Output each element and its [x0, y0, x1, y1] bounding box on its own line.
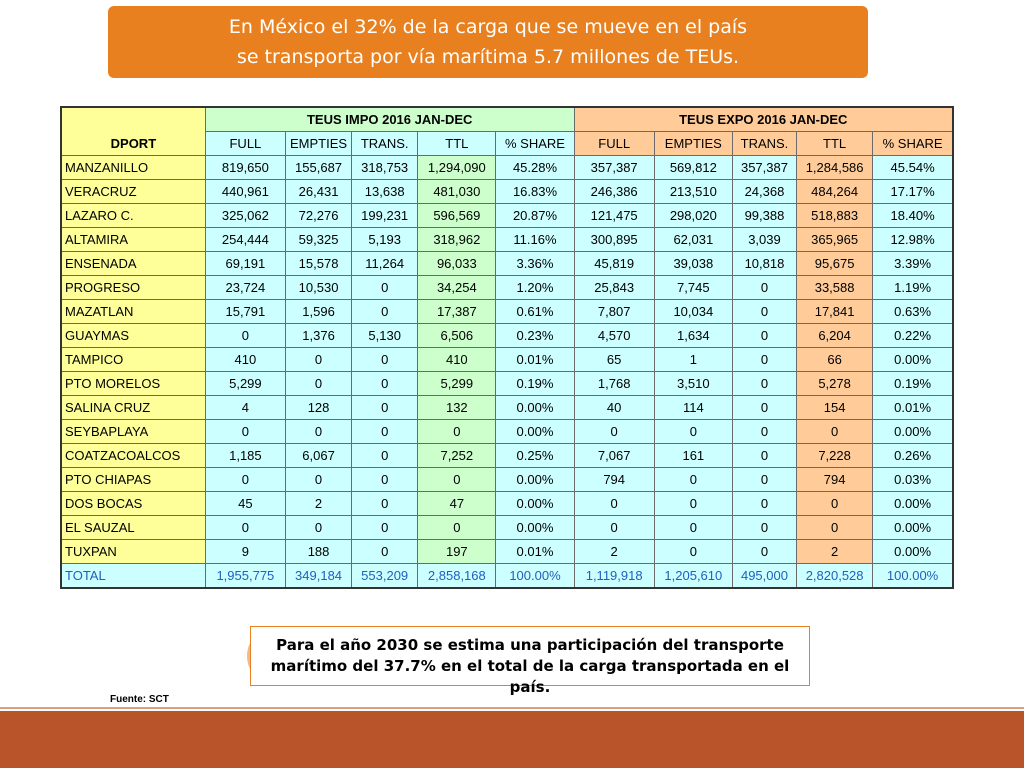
port-name: GUAYMAS	[61, 324, 205, 348]
port-name: SALINA CRUZ	[61, 396, 205, 420]
expo-empties-cell: 0	[654, 420, 732, 444]
impo-trans-cell: 0	[352, 468, 418, 492]
impo-share-cell: 16.83%	[496, 180, 574, 204]
port-name: MANZANILLO	[61, 156, 205, 180]
expo-full-cell: 40	[574, 396, 654, 420]
impo-ttl-cell: 596,569	[418, 204, 496, 228]
expo-sub-share: % SHARE	[873, 132, 953, 156]
expo-empties-cell: 213,510	[654, 180, 732, 204]
impo-trans-cell: 0	[352, 348, 418, 372]
impo-share-cell: 11.16%	[496, 228, 574, 252]
impo-full-cell: 5,299	[205, 372, 285, 396]
table-row	[61, 348, 953, 372]
expo-full-cell: 0	[574, 516, 654, 540]
impo-trans-cell: 199,231	[352, 204, 418, 228]
expo-ttl-cell: 7,228	[797, 444, 873, 468]
impo-empties-cell: 59,325	[285, 228, 351, 252]
expo-full-cell: 794	[574, 468, 654, 492]
expo-ttl-cell: 95,675	[797, 252, 873, 276]
expo-full-cell: 4,570	[574, 324, 654, 348]
table-row	[61, 516, 953, 540]
port-name: PTO MORELOS	[61, 372, 205, 396]
expo-trans-cell: 0	[732, 444, 796, 468]
impo-full-cell: 69,191	[205, 252, 285, 276]
impo-share-cell: 0.61%	[496, 300, 574, 324]
impo-sub-ttl: TTL	[418, 132, 496, 156]
impo-trans-cell: 0	[352, 372, 418, 396]
impo-share-cell: 0.25%	[496, 444, 574, 468]
port-name: TUXPAN	[61, 540, 205, 564]
expo-ttl-cell: 154	[797, 396, 873, 420]
impo-share-cell: 0.00%	[496, 468, 574, 492]
expo-share-cell: 0.63%	[873, 300, 953, 324]
impo-full-cell: 1,185	[205, 444, 285, 468]
impo-empties-cell: 0	[285, 348, 351, 372]
impo-share-cell: 0.00%	[496, 420, 574, 444]
impo-ttl-cell: 1,294,090	[418, 156, 496, 180]
note-line-1: Para el año 2030 se estima una participación del transporte	[276, 636, 784, 654]
impo-trans-cell: 0	[352, 492, 418, 516]
impo-empties-cell: 15,578	[285, 252, 351, 276]
table-row	[61, 468, 953, 492]
port-name: TAMPICO	[61, 348, 205, 372]
impo-sub-trans: TRANS.	[352, 132, 418, 156]
impo-ttl-cell: 132	[418, 396, 496, 420]
teus-table	[60, 106, 954, 589]
expo-sub-full: FULL	[574, 132, 654, 156]
expo-trans-cell: 0	[732, 348, 796, 372]
expo-trans-cell: 0	[732, 492, 796, 516]
impo-sub-full: FULL	[205, 132, 285, 156]
impo-full-cell: 4	[205, 396, 285, 420]
expo-sub-ttl: TTL	[797, 132, 873, 156]
expo-ttl-cell: 5,278	[797, 372, 873, 396]
impo-empties-cell: 10,530	[285, 276, 351, 300]
impo-full-cell: 23,724	[205, 276, 285, 300]
expo-full-cell: 1,119,918	[574, 564, 654, 589]
impo-empties-cell: 349,184	[285, 564, 351, 589]
expo-share-cell: 0.01%	[873, 396, 953, 420]
expo-empties-cell: 0	[654, 516, 732, 540]
expo-trans-cell: 495,000	[732, 564, 796, 589]
expo-full-cell: 1,768	[574, 372, 654, 396]
expo-trans-cell: 0	[732, 540, 796, 564]
expo-share-cell: 18.40%	[873, 204, 953, 228]
expo-empties-cell: 10,034	[654, 300, 732, 324]
expo-ttl-cell: 17,841	[797, 300, 873, 324]
impo-ttl-cell: 34,254	[418, 276, 496, 300]
expo-trans-cell: 0	[732, 324, 796, 348]
impo-full-cell: 0	[205, 468, 285, 492]
impo-ttl-cell: 96,033	[418, 252, 496, 276]
port-name: ENSENADA	[61, 252, 205, 276]
expo-trans-cell: 99,388	[732, 204, 796, 228]
expo-ttl-cell: 2	[797, 540, 873, 564]
title-line-2: se transporta por vía marítima 5.7 millones de TEUs.	[236, 46, 740, 68]
expo-trans-cell: 357,387	[732, 156, 796, 180]
expo-trans-cell: 0	[732, 516, 796, 540]
expo-empties-cell: 1,634	[654, 324, 732, 348]
impo-ttl-cell: 47	[418, 492, 496, 516]
impo-full-cell: 440,961	[205, 180, 285, 204]
port-name: ALTAMIRA	[61, 228, 205, 252]
expo-trans-cell: 0	[732, 420, 796, 444]
expo-empties-cell: 114	[654, 396, 732, 420]
table-row	[61, 300, 953, 324]
expo-full-cell: 0	[574, 420, 654, 444]
impo-full-cell: 1,955,775	[205, 564, 285, 589]
impo-empties-cell: 1,596	[285, 300, 351, 324]
impo-full-cell: 325,062	[205, 204, 285, 228]
expo-empties-cell: 569,812	[654, 156, 732, 180]
expo-ttl-cell: 33,588	[797, 276, 873, 300]
table-row	[61, 444, 953, 468]
expo-header: TEUS EXPO 2016 JAN-DEC	[574, 107, 953, 132]
table-row	[61, 396, 953, 420]
impo-ttl-cell: 17,387	[418, 300, 496, 324]
expo-full-cell: 121,475	[574, 204, 654, 228]
expo-trans-cell: 3,039	[732, 228, 796, 252]
impo-empties-cell: 0	[285, 420, 351, 444]
expo-share-cell: 0.00%	[873, 420, 953, 444]
impo-sub-empties: EMPTIES	[285, 132, 351, 156]
expo-full-cell: 65	[574, 348, 654, 372]
expo-share-cell: 0.03%	[873, 468, 953, 492]
port-name: TOTAL	[61, 564, 205, 589]
expo-empties-cell: 298,020	[654, 204, 732, 228]
port-name: PTO CHIAPAS	[61, 468, 205, 492]
impo-empties-cell: 155,687	[285, 156, 351, 180]
port-name: EL SAUZAL	[61, 516, 205, 540]
table-row	[61, 252, 953, 276]
impo-trans-cell: 0	[352, 516, 418, 540]
expo-share-cell: 45.54%	[873, 156, 953, 180]
expo-full-cell: 2	[574, 540, 654, 564]
expo-share-cell: 17.17%	[873, 180, 953, 204]
impo-share-cell: 0.19%	[496, 372, 574, 396]
impo-share-cell: 0.00%	[496, 492, 574, 516]
impo-empties-cell: 26,431	[285, 180, 351, 204]
expo-sub-trans: TRANS.	[732, 132, 796, 156]
impo-empties-cell: 1,376	[285, 324, 351, 348]
impo-full-cell: 45	[205, 492, 285, 516]
expo-full-cell: 246,386	[574, 180, 654, 204]
impo-sub-share: % SHARE	[496, 132, 574, 156]
impo-share-cell: 0.01%	[496, 348, 574, 372]
expo-share-cell: 0.19%	[873, 372, 953, 396]
expo-full-cell: 0	[574, 492, 654, 516]
port-header: DPORT	[61, 107, 205, 156]
expo-ttl-cell: 2,820,528	[797, 564, 873, 589]
impo-ttl-cell: 318,962	[418, 228, 496, 252]
impo-share-cell: 45.28%	[496, 156, 574, 180]
expo-share-cell: 1.19%	[873, 276, 953, 300]
port-name: MAZATLAN	[61, 300, 205, 324]
expo-full-cell: 7,807	[574, 300, 654, 324]
impo-ttl-cell: 2,858,168	[418, 564, 496, 589]
impo-trans-cell: 13,638	[352, 180, 418, 204]
impo-ttl-cell: 0	[418, 420, 496, 444]
expo-share-cell: 0.00%	[873, 348, 953, 372]
table-row	[61, 420, 953, 444]
expo-full-cell: 25,843	[574, 276, 654, 300]
title-banner	[108, 6, 868, 78]
expo-ttl-cell: 1,284,586	[797, 156, 873, 180]
expo-ttl-cell: 518,883	[797, 204, 873, 228]
impo-ttl-cell: 0	[418, 468, 496, 492]
expo-empties-cell: 1,205,610	[654, 564, 732, 589]
impo-full-cell: 819,650	[205, 156, 285, 180]
impo-empties-cell: 188	[285, 540, 351, 564]
expo-empties-cell: 3,510	[654, 372, 732, 396]
impo-empties-cell: 72,276	[285, 204, 351, 228]
expo-trans-cell: 0	[732, 396, 796, 420]
expo-ttl-cell: 365,965	[797, 228, 873, 252]
impo-ttl-cell: 481,030	[418, 180, 496, 204]
port-name: VERACRUZ	[61, 180, 205, 204]
table-row	[61, 204, 953, 228]
footer-band	[0, 711, 1024, 768]
expo-trans-cell: 0	[732, 276, 796, 300]
impo-header: TEUS IMPO 2016 JAN-DEC	[205, 107, 574, 132]
note-line-2: marítimo del 37.7% en el total de la carga transportada en el país.	[270, 657, 790, 696]
expo-share-cell: 100.00%	[873, 564, 953, 589]
impo-trans-cell: 5,193	[352, 228, 418, 252]
impo-full-cell: 0	[205, 420, 285, 444]
expo-share-cell: 0.00%	[873, 516, 953, 540]
impo-empties-cell: 128	[285, 396, 351, 420]
impo-trans-cell: 0	[352, 420, 418, 444]
impo-full-cell: 254,444	[205, 228, 285, 252]
impo-full-cell: 410	[205, 348, 285, 372]
impo-trans-cell: 0	[352, 444, 418, 468]
table-row	[61, 540, 953, 564]
impo-share-cell: 0.00%	[496, 396, 574, 420]
port-name: DOS BOCAS	[61, 492, 205, 516]
source-label: Fuente: SCT	[110, 694, 169, 705]
expo-trans-cell: 0	[732, 468, 796, 492]
impo-ttl-cell: 410	[418, 348, 496, 372]
impo-trans-cell: 5,130	[352, 324, 418, 348]
port-name: SEYBAPLAYA	[61, 420, 205, 444]
expo-ttl-cell: 794	[797, 468, 873, 492]
impo-full-cell: 15,791	[205, 300, 285, 324]
note-box	[250, 626, 810, 696]
impo-share-cell: 0.23%	[496, 324, 574, 348]
expo-share-cell: 0.00%	[873, 492, 953, 516]
impo-trans-cell: 11,264	[352, 252, 418, 276]
impo-trans-cell: 0	[352, 276, 418, 300]
table-row	[61, 492, 953, 516]
impo-trans-cell: 553,209	[352, 564, 418, 589]
total-row	[61, 564, 953, 589]
table-header-row	[61, 107, 953, 132]
expo-empties-cell: 0	[654, 492, 732, 516]
impo-full-cell: 0	[205, 516, 285, 540]
impo-trans-cell: 0	[352, 540, 418, 564]
expo-trans-cell: 24,368	[732, 180, 796, 204]
expo-ttl-cell: 66	[797, 348, 873, 372]
title-line-1: En México el 32% de la carga que se mueve en el país	[228, 16, 748, 38]
table-row	[61, 372, 953, 396]
port-name: PROGRESO	[61, 276, 205, 300]
impo-share-cell: 1.20%	[496, 276, 574, 300]
expo-ttl-cell: 0	[797, 516, 873, 540]
impo-full-cell: 9	[205, 540, 285, 564]
impo-share-cell: 0.01%	[496, 540, 574, 564]
expo-trans-cell: 0	[732, 372, 796, 396]
impo-share-cell: 20.87%	[496, 204, 574, 228]
impo-trans-cell: 318,753	[352, 156, 418, 180]
expo-ttl-cell: 0	[797, 420, 873, 444]
table-row	[61, 276, 953, 300]
expo-share-cell: 0.00%	[873, 540, 953, 564]
expo-empties-cell: 62,031	[654, 228, 732, 252]
impo-full-cell: 0	[205, 324, 285, 348]
expo-empties-cell: 39,038	[654, 252, 732, 276]
expo-empties-cell: 0	[654, 468, 732, 492]
expo-full-cell: 45,819	[574, 252, 654, 276]
impo-trans-cell: 0	[352, 396, 418, 420]
impo-empties-cell: 0	[285, 516, 351, 540]
impo-ttl-cell: 6,506	[418, 324, 496, 348]
footer-divider	[0, 707, 1024, 709]
impo-empties-cell: 2	[285, 492, 351, 516]
impo-ttl-cell: 5,299	[418, 372, 496, 396]
port-name: LAZARO C.	[61, 204, 205, 228]
expo-empties-cell: 1	[654, 348, 732, 372]
port-name: COATZACOALCOS	[61, 444, 205, 468]
expo-share-cell: 0.22%	[873, 324, 953, 348]
expo-trans-cell: 0	[732, 300, 796, 324]
impo-empties-cell: 6,067	[285, 444, 351, 468]
impo-trans-cell: 0	[352, 300, 418, 324]
expo-full-cell: 7,067	[574, 444, 654, 468]
expo-full-cell: 357,387	[574, 156, 654, 180]
table-row	[61, 156, 953, 180]
table-row	[61, 228, 953, 252]
expo-share-cell: 3.39%	[873, 252, 953, 276]
expo-full-cell: 300,895	[574, 228, 654, 252]
expo-trans-cell: 10,818	[732, 252, 796, 276]
impo-share-cell: 3.36%	[496, 252, 574, 276]
impo-ttl-cell: 0	[418, 516, 496, 540]
impo-ttl-cell: 7,252	[418, 444, 496, 468]
expo-ttl-cell: 484,264	[797, 180, 873, 204]
impo-share-cell: 100.00%	[496, 564, 574, 589]
impo-empties-cell: 0	[285, 468, 351, 492]
expo-share-cell: 0.26%	[873, 444, 953, 468]
impo-share-cell: 0.00%	[496, 516, 574, 540]
expo-ttl-cell: 6,204	[797, 324, 873, 348]
impo-ttl-cell: 197	[418, 540, 496, 564]
expo-empties-cell: 7,745	[654, 276, 732, 300]
table-row	[61, 180, 953, 204]
expo-share-cell: 12.98%	[873, 228, 953, 252]
expo-sub-empties: EMPTIES	[654, 132, 732, 156]
table-row	[61, 324, 953, 348]
expo-empties-cell: 161	[654, 444, 732, 468]
expo-empties-cell: 0	[654, 540, 732, 564]
impo-empties-cell: 0	[285, 372, 351, 396]
expo-ttl-cell: 0	[797, 492, 873, 516]
